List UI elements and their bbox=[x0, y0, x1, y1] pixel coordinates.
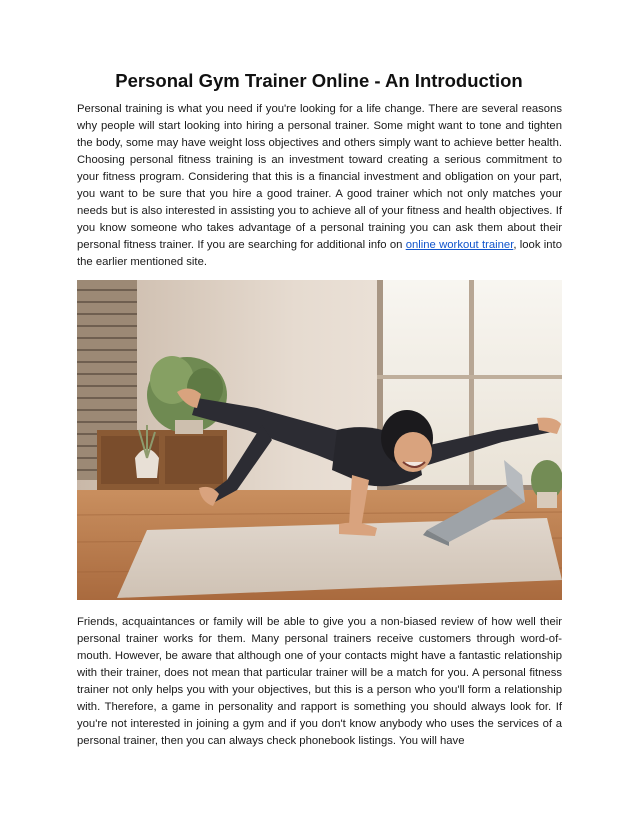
intro-paragraph bbox=[77, 101, 562, 271]
online-workout-trainer-link[interactable]: online workout trainer bbox=[405, 239, 514, 252]
woman-plank-laptop-photo bbox=[77, 280, 562, 600]
body-paragraph: Friends, acquaintances or family will be able to give you a non-biased review of how well their personal trainer works for them. Many personal trainers receive customers through word-of-mouth. However, be aware that although one of your contacts might have a fantastic relationship with their trainer, does not mean that particular trainer will be a match for you. A personal fitness trainer not only helps you with your objectives, but this is a person who you'll form a relationship with. Therefore, a game in personality and rapport is something you should always look for. If you're not interested in joining a gym and if you don't know anybody who uses the services of a personal trainer, then you can always check phonebook listings. You will have bbox=[77, 616, 562, 748]
intro-text: Personal training is what you need if you're looking for a life change. There are several reasons why people will start looking into hiring a personal trainer. Some might want to tone and tighten the body, some may have weight loss objectives and others simply want to achieve better health. Choosing personal fitness training is an investment toward creating a serious commitment to your fitness program. Considering that this is a financial investment and obligation on your part, you want to be sure that you hire a good trainer. A good trainer which not only matches your needs but is also interested in assisting you to achieve all of your fitness and health objectives. If you know someone who takes advantage of a personal training you can ask them about their personal fitness trainer. If you are searching for additional info on bbox=[77, 103, 562, 252]
page-title: Personal Gym Trainer Online - An Introduction bbox=[115, 70, 523, 91]
intro-text-end: , look into the earlier mentioned site. bbox=[77, 239, 562, 269]
wooden-cabinet bbox=[97, 430, 227, 490]
